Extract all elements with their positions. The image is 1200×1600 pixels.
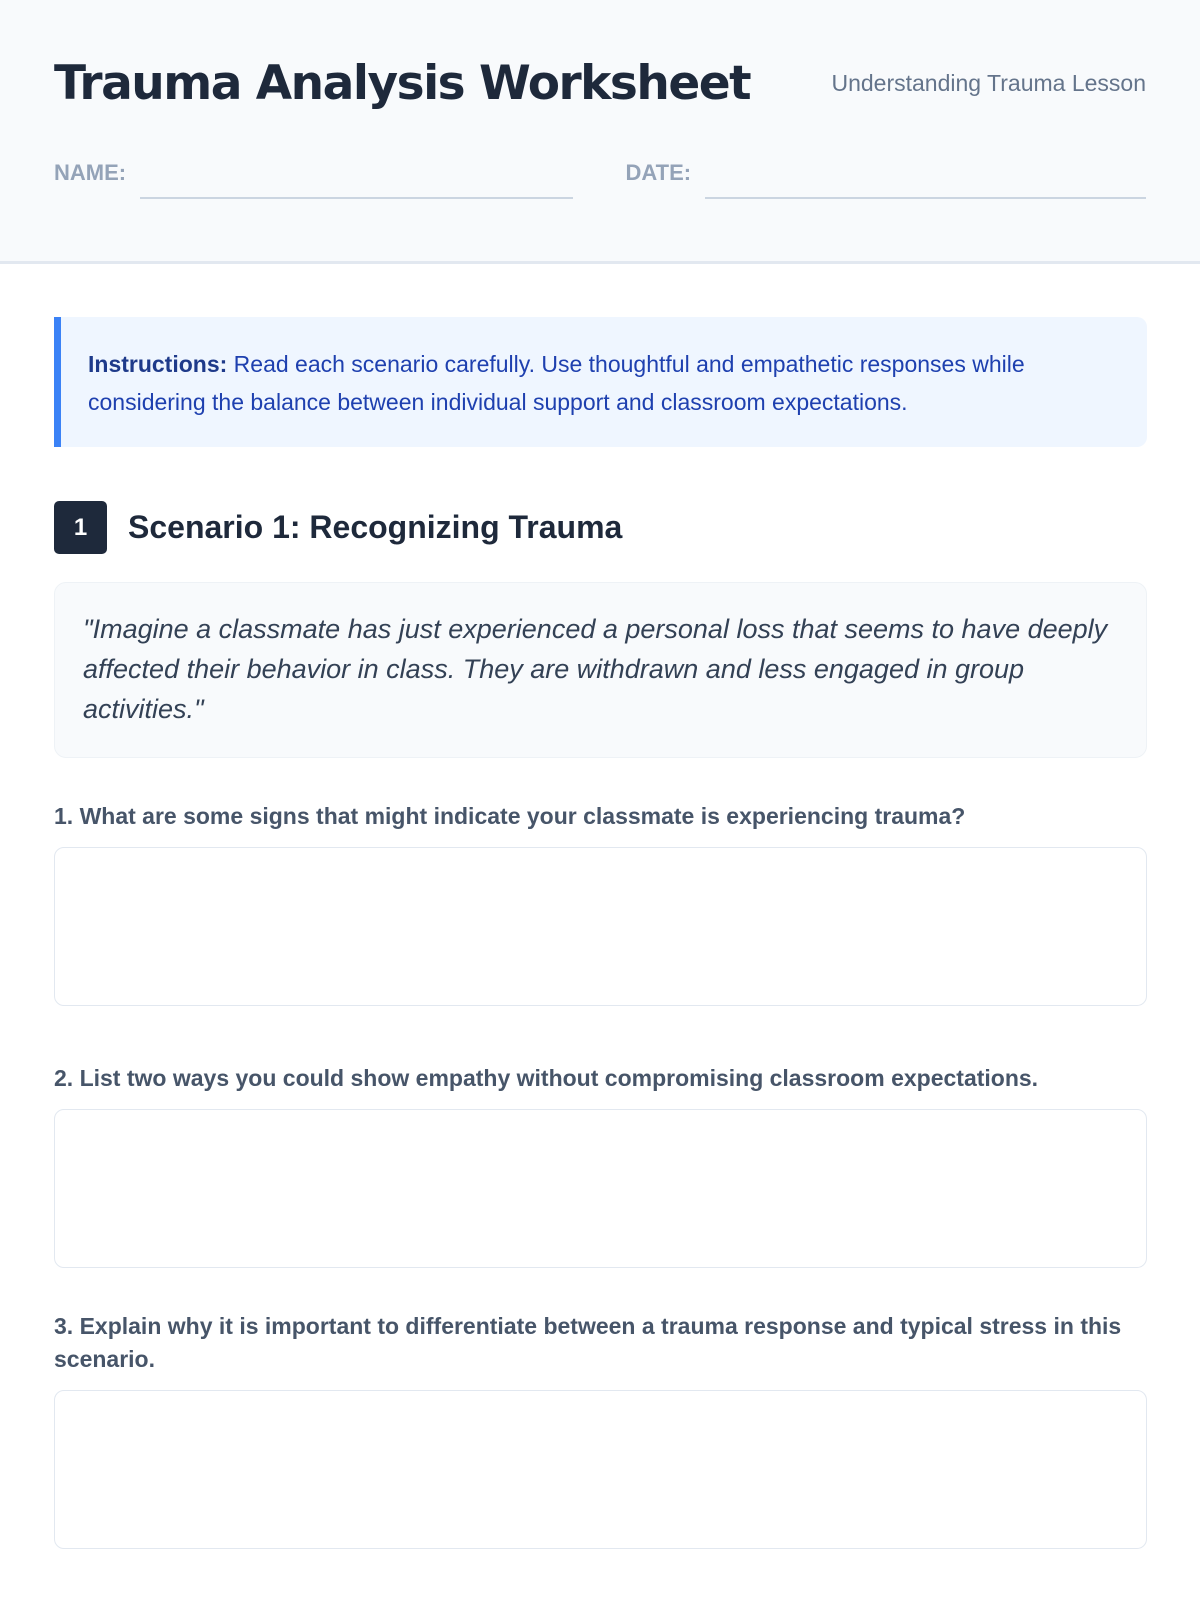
- answer-box-3[interactable]: [54, 1390, 1147, 1549]
- scenario-quote: "Imagine a classmate has just experienced a personal loss that seems to have deeply affected their behavior in class. They are withdrawn and less engaged in group activities.": [54, 582, 1147, 758]
- name-field-group: [54, 160, 573, 199]
- lesson-subtitle: Understanding Trauma Lesson: [831, 69, 1146, 96]
- answer-box-1[interactable]: [54, 847, 1147, 1006]
- question-1: 1. What are some signs that might indicate your classmate is experiencing trauma?: [54, 803, 966, 829]
- instructions-label: Instructions:: [88, 351, 228, 377]
- name-label: NAME:: [54, 160, 127, 185]
- scenario-header: [54, 501, 1147, 554]
- instructions-text: Read each scenario carefully. Use thoughtful and empathetic responses while considering the balance between individual support and classroom expectations.: [88, 351, 1025, 415]
- question-3: 3. Explain why it is important to differentiate between a trauma response and typical stress in this scenario.: [54, 1313, 1122, 1372]
- title-row: [54, 52, 1146, 114]
- scenario-title: Scenario 1: Recognizing Trauma: [128, 509, 623, 545]
- student-info-row: [54, 160, 1146, 199]
- instructions-callout: [54, 317, 1147, 447]
- date-field-group: [626, 160, 1147, 199]
- name-field[interactable]: [140, 169, 572, 199]
- date-field[interactable]: [705, 169, 1146, 199]
- scenario-number-badge: 1: [54, 501, 107, 554]
- question-2: 2. List two ways you could show empathy without compromising classroom expectations.: [54, 1065, 1039, 1091]
- page-title: Trauma Analysis Worksheet: [54, 55, 751, 111]
- worksheet-body: [0, 264, 1200, 1549]
- answer-box-2[interactable]: [54, 1109, 1147, 1268]
- date-label: DATE:: [625, 160, 692, 185]
- worksheet-header: [0, 0, 1200, 264]
